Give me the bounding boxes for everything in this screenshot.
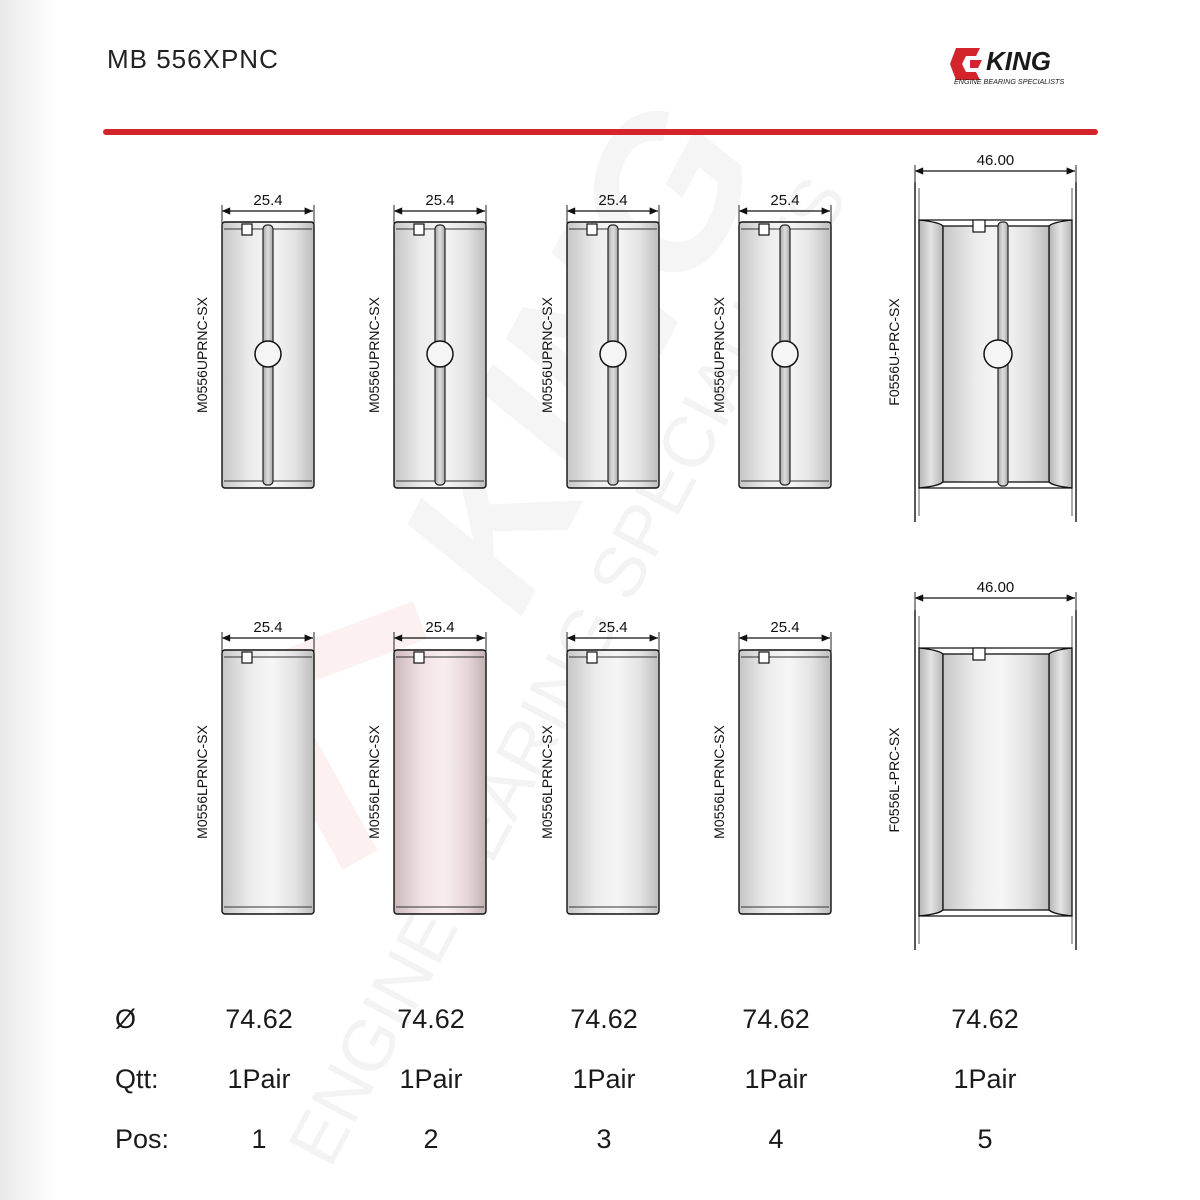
- bearing-shell-body: [739, 650, 831, 914]
- position-value: 5: [977, 1124, 993, 1154]
- diameter-value: 74.62: [742, 1004, 810, 1034]
- oil-hole: [600, 341, 626, 367]
- locating-tang: [242, 224, 252, 235]
- quantity-value: 1Pair: [744, 1064, 808, 1094]
- part-number-label: F0556L-PRC-SX: [886, 727, 902, 833]
- locating-tang: [759, 224, 769, 235]
- locating-tang: [414, 652, 424, 663]
- part-number-label: M0556UPRNC-SX: [194, 297, 210, 413]
- locating-tang: [973, 648, 985, 660]
- flange-shell-body: [943, 654, 1049, 910]
- position-value: 4: [768, 1124, 784, 1154]
- quantity-value: 1Pair: [399, 1064, 463, 1094]
- dimension-label: 25.4: [770, 192, 800, 209]
- position-label: Pos:: [115, 1124, 170, 1154]
- quantity-value: 1Pair: [572, 1064, 636, 1094]
- oil-hole: [984, 340, 1012, 368]
- diameter-value: 74.62: [397, 1004, 465, 1034]
- quantity-value: 1Pair: [953, 1064, 1017, 1094]
- part-number-label: M0556UPRNC-SX: [366, 297, 382, 413]
- flange-left-face: [919, 220, 943, 488]
- part-number-label: M0556LPRNC-SX: [539, 725, 555, 839]
- oil-hole: [255, 341, 281, 367]
- dimension-label: 25.4: [253, 192, 283, 209]
- logo-brand: KING: [986, 46, 1051, 76]
- dimension-label: 46.00: [976, 579, 1015, 596]
- part-number-label: M0556UPRNC-SX: [711, 297, 727, 413]
- locating-tang: [414, 224, 424, 235]
- dimension-label: 25.4: [598, 192, 628, 209]
- diameter-value: 74.62: [225, 1004, 293, 1034]
- dimension-label: 25.4: [425, 619, 455, 636]
- bearing-shell-body: [394, 650, 486, 914]
- dimension-label: 25.4: [253, 619, 283, 636]
- flange-right-face: [1049, 648, 1072, 916]
- locating-tang: [759, 652, 769, 663]
- bearing-shell-body: [567, 650, 659, 914]
- quantity-value: 1Pair: [227, 1064, 291, 1094]
- part-number-label: M0556LPRNC-SX: [711, 725, 727, 839]
- logo-tagline: ENGINE BEARING SPECIALISTS: [954, 77, 1065, 86]
- diameter-value: 74.62: [951, 1004, 1019, 1034]
- bearing-shell-body: [222, 650, 314, 914]
- diameter-label: Ø: [115, 1004, 137, 1034]
- dimension-label: 25.4: [598, 619, 628, 636]
- flange-right-face: [1049, 220, 1072, 488]
- locating-tang: [587, 224, 597, 235]
- position-value: 1: [251, 1124, 267, 1154]
- dimension-label: 25.4: [770, 619, 800, 636]
- position-value: 3: [596, 1124, 612, 1154]
- part-number-label: M0556LPRNC-SX: [366, 725, 382, 839]
- part-number-label: M0556UPRNC-SX: [539, 297, 555, 413]
- oil-hole: [772, 341, 798, 367]
- flange-left-face: [919, 648, 943, 916]
- locating-tang: [242, 652, 252, 663]
- locating-tang: [587, 652, 597, 663]
- diameter-value: 74.62: [570, 1004, 638, 1034]
- dimension-label: 25.4: [425, 192, 455, 209]
- page-title: MB 556XPNC: [107, 44, 279, 74]
- quantity-label: Qtt:: [115, 1064, 159, 1094]
- part-number-label: F0556U-PRC-SX: [886, 298, 902, 406]
- oil-hole: [427, 341, 453, 367]
- part-number-label: M0556LPRNC-SX: [194, 725, 210, 839]
- dimension-label: 46.00: [976, 152, 1015, 169]
- position-value: 2: [423, 1124, 439, 1154]
- locating-tang: [973, 220, 985, 232]
